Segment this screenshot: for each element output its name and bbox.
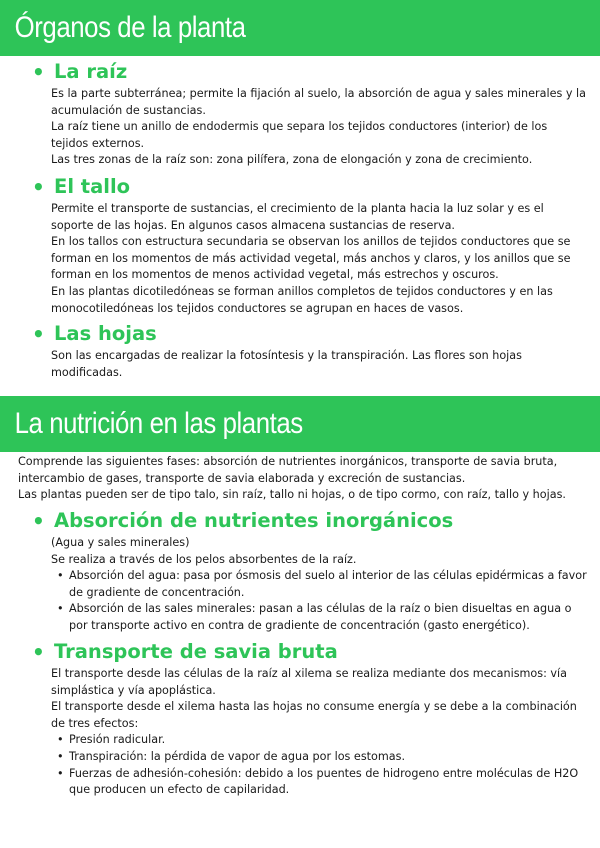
bullet-icon: • <box>32 640 45 664</box>
subsection-heading <box>32 175 587 199</box>
bullet-list <box>51 568 587 634</box>
paragraph: Las tres zonas de la raíz son: zona pilífera, zona de elongación y zona de crecimiento. <box>51 153 533 167</box>
section-intro <box>18 454 588 504</box>
subsection-hojas <box>32 322 587 381</box>
paragraph-group <box>51 86 587 169</box>
paragraph: Es la parte subterránea; permite la fijación al suelo, la absorción de agua y sales minerales y la acumulación de sustancias. <box>51 87 586 117</box>
section-header-organos <box>0 0 600 56</box>
subsection-heading <box>32 322 587 346</box>
subsection-absorcion <box>32 509 587 635</box>
subsection-transporte <box>32 640 587 799</box>
bullet-icon: • <box>32 60 45 84</box>
paragraph: Permite el transporte de sustancias, el crecimiento de la planta hacia la luz solar y es el soporte de las hojas. En algunos casos almacena sustancias de reserva. <box>51 202 544 232</box>
paragraph: En los tallos con estructura secundaria se observan los anillos de tejidos conductores que se forman en los momentos de más actividad vegetal, más anchos y claros, y los anillos que se forman en los momentos de menos actividad vegetal, más estrechos y oscuros. <box>51 235 571 282</box>
subsection-tallo <box>32 175 587 317</box>
list-item: • Presión radicular. <box>51 732 587 749</box>
list-item: • Absorción del agua: pasa por ósmosis del suelo al interior de las células epidérmicas a favor de gradiente de concentración. <box>51 568 587 601</box>
paragraph-group <box>51 535 587 635</box>
subsection-heading <box>32 60 587 84</box>
bullet-icon: • <box>32 175 45 199</box>
section-header-nutricion <box>0 396 600 452</box>
paragraph: Son las encargadas de realizar la fotosíntesis y la transpiración. Las flores son hojas modificadas. <box>51 349 522 379</box>
paragraph: Se realiza a través de los pelos absorbentes de la raíz. <box>51 552 357 566</box>
section-title: Órganos de la planta <box>0 0 516 56</box>
heading-text: Las hojas <box>54 322 157 345</box>
list-item: • Transpiración: la pérdida de vapor de agua por los estomas. <box>51 749 587 766</box>
paragraph: El transporte desde el xilema hasta las hojas no consume energía y se debe a la combinación de tres efectos: <box>51 700 577 730</box>
paragraph: (Agua y sales minerales) <box>51 536 190 549</box>
subsection-heading <box>32 509 587 533</box>
list-item: • Absorción de las sales minerales: pasan a las células de la raíz o bien disueltas en agua o por transporte activo en contra de gradiente de concentración (gasto energético). <box>51 601 587 634</box>
paragraph: Comprende las siguientes fases: absorción de nutrientes inorgánicos, transporte de savia bruta, intercambio de gases, transporte de savia elaborada y excreción de sustancias. <box>18 455 558 485</box>
heading-text: La raíz <box>54 60 128 83</box>
heading-text: Transporte de savia bruta <box>54 640 338 663</box>
paragraph: Las plantas pueden ser de tipo talo, sin raíz, tallo ni hojas, o de tipo cormo, con raíz, tallo y hojas. <box>18 488 566 502</box>
paragraph-group <box>51 666 587 799</box>
section-title: La nutrición en las plantas <box>0 396 516 452</box>
bullet-list <box>51 732 587 798</box>
paragraph: La raíz tiene un anillo de endodermis que separa los tejidos conductores (interior) de los tejidos externos. <box>51 120 548 150</box>
paragraph-group <box>51 348 587 381</box>
paragraph: El transporte desde las células de la raíz al xilema se realiza mediante dos mecanismos: vía simplástica y vía apoplástica. <box>51 667 568 697</box>
list-item: • Fuerzas de adhesión-cohesión: debido a los puentes de hidrogeno entre moléculas de H2O que producen un efecto de capilaridad. <box>51 766 587 799</box>
subsection-raiz <box>32 60 587 169</box>
paragraph: En las plantas dicotiledóneas se forman anillos completos de tejidos conductores y en las monocotiledóneas los tejidos conductores se agrupan en haces de vasos. <box>51 284 553 315</box>
heading-text: El tallo <box>54 175 131 198</box>
heading-text: Absorción de nutrientes inorgánicos <box>54 509 454 532</box>
bullet-icon: • <box>32 322 45 346</box>
subsection-heading <box>32 640 587 664</box>
paragraph-group <box>51 201 587 317</box>
bullet-icon: • <box>32 509 45 533</box>
